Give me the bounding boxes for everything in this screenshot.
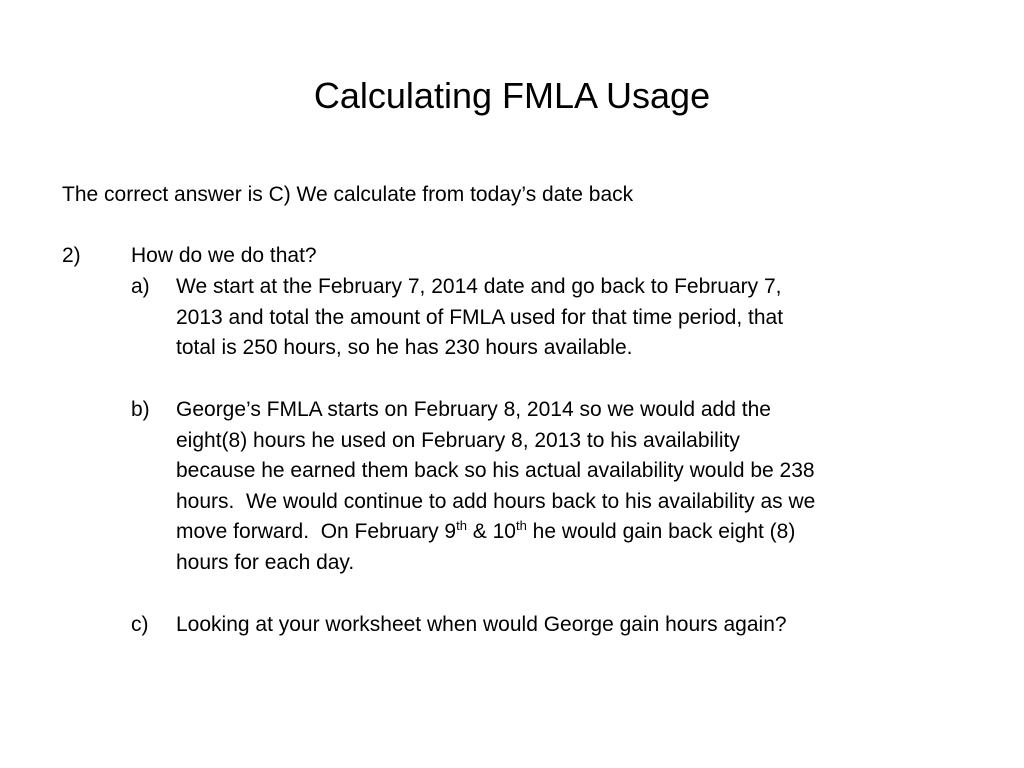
item-a-line: 2013 and total the amount of FMLA used for that time period, that xyxy=(176,305,784,329)
text-fragment: he would gain back eight (8) xyxy=(526,520,796,544)
question-text: How do we do that? xyxy=(131,244,317,267)
item-b-line: because he earned them back so his actual availability would be 238 xyxy=(176,459,815,483)
ordinal-suffix: th xyxy=(456,518,467,534)
item-body-b xyxy=(176,395,981,579)
item-b-line-superscripts xyxy=(176,517,981,548)
text-fragment: & 10 xyxy=(466,520,516,544)
item-a-line: We start at the February 7, 2014 date and go back to February 7, xyxy=(176,275,782,298)
item-body-a xyxy=(176,272,981,364)
list-item-b xyxy=(131,395,981,579)
item-c-line: Looking at your worksheet when would George gain hours again? xyxy=(176,613,787,636)
list-item-a xyxy=(131,272,981,364)
intro-text: The correct answer is C) We calculate from today’s date back xyxy=(62,183,634,206)
text-fragment: move forward. On February 9 xyxy=(176,520,457,544)
ordinal-suffix: th xyxy=(516,518,527,534)
slide-title: Calculating FMLA Usage xyxy=(313,75,711,116)
item-marker-b: b) xyxy=(131,398,150,421)
question-number: 2) xyxy=(62,244,81,267)
list-item-c xyxy=(131,610,981,641)
item-b-line: George’s FMLA starts on February 8, 2014 so we would add the xyxy=(176,398,771,421)
item-b-line: eight(8) hours he used on February 8, 2013 to his availability xyxy=(176,428,740,452)
item-a-line: total is 250 hours, so he has 230 hours available. xyxy=(176,336,633,360)
item-marker-c: c) xyxy=(131,613,149,636)
item-b-line: hours for each day. xyxy=(176,550,355,574)
item-b-line: hours. We would continue to add hours back to his availability as we xyxy=(176,489,816,513)
item-body-c xyxy=(176,610,981,641)
item-marker-a: a) xyxy=(131,275,150,298)
